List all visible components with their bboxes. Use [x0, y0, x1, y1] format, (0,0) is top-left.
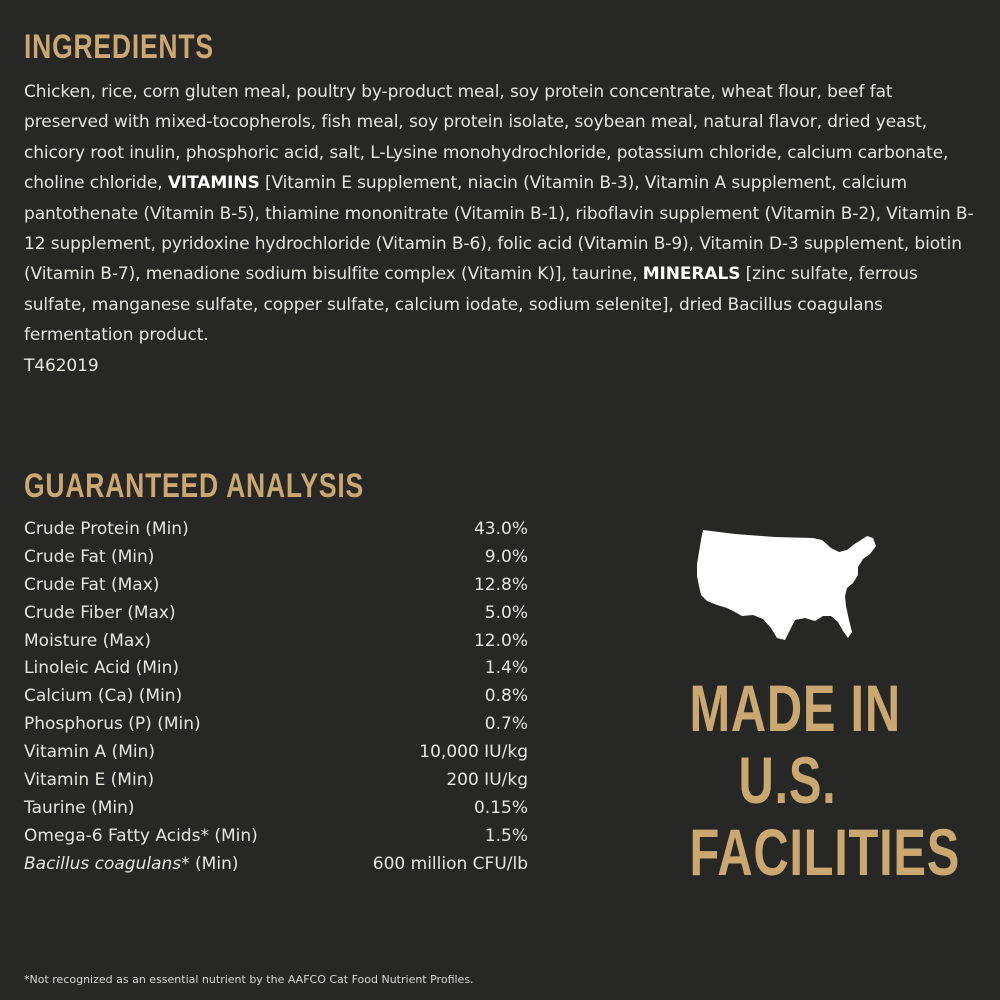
guaranteed-analysis-heading: GUARANTEED ANALYSIS — [24, 467, 364, 505]
analysis-value: 1.5% — [484, 825, 528, 846]
made-in-usa-badge — [655, 671, 961, 889]
analysis-row — [24, 683, 528, 711]
analysis-name: Phosphorus (P) (Min) — [24, 714, 201, 735]
badge-line-2: U.S. — [738, 743, 837, 817]
analysis-row — [24, 516, 528, 544]
analysis-name: Taurine (Min) — [24, 797, 135, 818]
usa-map-icon — [695, 528, 880, 643]
ingredients-text — [24, 77, 974, 381]
analysis-value: 43.0% — [473, 519, 528, 539]
analysis-value: 200 IU/kg — [446, 770, 528, 791]
analysis-value: 0.8% — [484, 686, 528, 707]
analysis-name: Calcium (Ca) (Min) — [24, 686, 183, 707]
analysis-value: 1.4% — [484, 658, 528, 679]
minerals-label: MINERALS — [642, 264, 741, 285]
analysis-name-italic: Bacillus coagulans — [24, 853, 182, 874]
analysis-value: 9.0% — [484, 546, 528, 567]
badge-line-1: MADE IN — [689, 671, 901, 745]
analysis-name: Crude Fat (Max) — [24, 574, 160, 595]
product-code: T462019 — [24, 355, 99, 376]
analysis-value: 10,000 IU/kg — [419, 742, 528, 763]
analysis-name: Crude Fat (Min) — [24, 546, 155, 567]
analysis-row-last — [24, 851, 528, 879]
analysis-name: Crude Fiber (Max) — [24, 602, 176, 623]
analysis-value: 0.15% — [473, 797, 528, 818]
analysis-value: 600 million CFU/lb — [372, 853, 528, 874]
analysis-value: 12.8% — [473, 574, 528, 595]
analysis-name-rest: * (Min) — [181, 853, 239, 874]
analysis-row — [24, 600, 528, 628]
analysis-name: Crude Protein (Min) — [24, 519, 189, 539]
analysis-value: 0.7% — [484, 714, 528, 735]
analysis-name — [24, 851, 238, 879]
ingredients-text-part3: [zinc sulfate, ferrous sulfate, manganese sulfate, copper sulfate, calcium iodate, sodium selenite], dried Bacillus coagulans fermentation product. — [24, 264, 918, 346]
ingredients-heading: INGREDIENTS — [24, 28, 214, 66]
analysis-name: Omega-6 Fatty Acids* (Min) — [24, 825, 258, 846]
analysis-row — [24, 767, 528, 795]
analysis-name: Linoleic Acid (Min) — [24, 658, 180, 679]
analysis-row — [24, 655, 528, 683]
analysis-row — [24, 711, 528, 739]
ingredients-text-part2: [Vitamin E supplement, niacin (Vitamin B-3), Vitamin A supplement, calcium pantothenate (Vitamin B-5), thiamine mononitrate (Vitamin B-1), riboflavin supplement (Vitamin B-2), Vitamin B-12 supplement, pyridoxine hydrochloride (Vitamin B-6), folic acid (Vitamin B-9), Vitamin D-3 supplement, biotin (Vitamin B-7), menadione sodium bisulfite complex (Vitamin K)], taurine, — [24, 173, 974, 285]
analysis-name: Moisture (Max) — [24, 630, 151, 651]
analysis-row — [24, 795, 528, 823]
footnote: *Not recognized as an essential nutrient by the AAFCO Cat Food Nutrient Profiles. — [24, 973, 474, 986]
analysis-name: Vitamin A (Min) — [24, 742, 155, 763]
analysis-value: 12.0% — [473, 630, 528, 651]
analysis-table — [24, 516, 528, 879]
analysis-row — [24, 572, 528, 600]
analysis-row — [24, 544, 528, 572]
analysis-row — [24, 823, 528, 851]
analysis-value: 5.0% — [484, 602, 528, 623]
analysis-row — [24, 739, 528, 767]
ingredients-text-part1: Chicken, rice, corn gluten meal, poultry by-product meal, soy protein concentrate, wheat flour, beef fat preserved with mixed-tocopherols, fish meal, soy protein isolate, soybean meal, natural flavor, dried yeast, chicory root inulin, phosphoric acid, salt, L-Lysine monohydrochloride, potassium chloride, calcium carbonate, choline chloride, — [24, 82, 949, 194]
analysis-row — [24, 628, 528, 656]
analysis-name: Vitamin E (Min) — [24, 770, 155, 791]
vitamins-label: VITAMINS — [167, 173, 260, 194]
badge-line-3: FACILITIES — [689, 815, 961, 889]
